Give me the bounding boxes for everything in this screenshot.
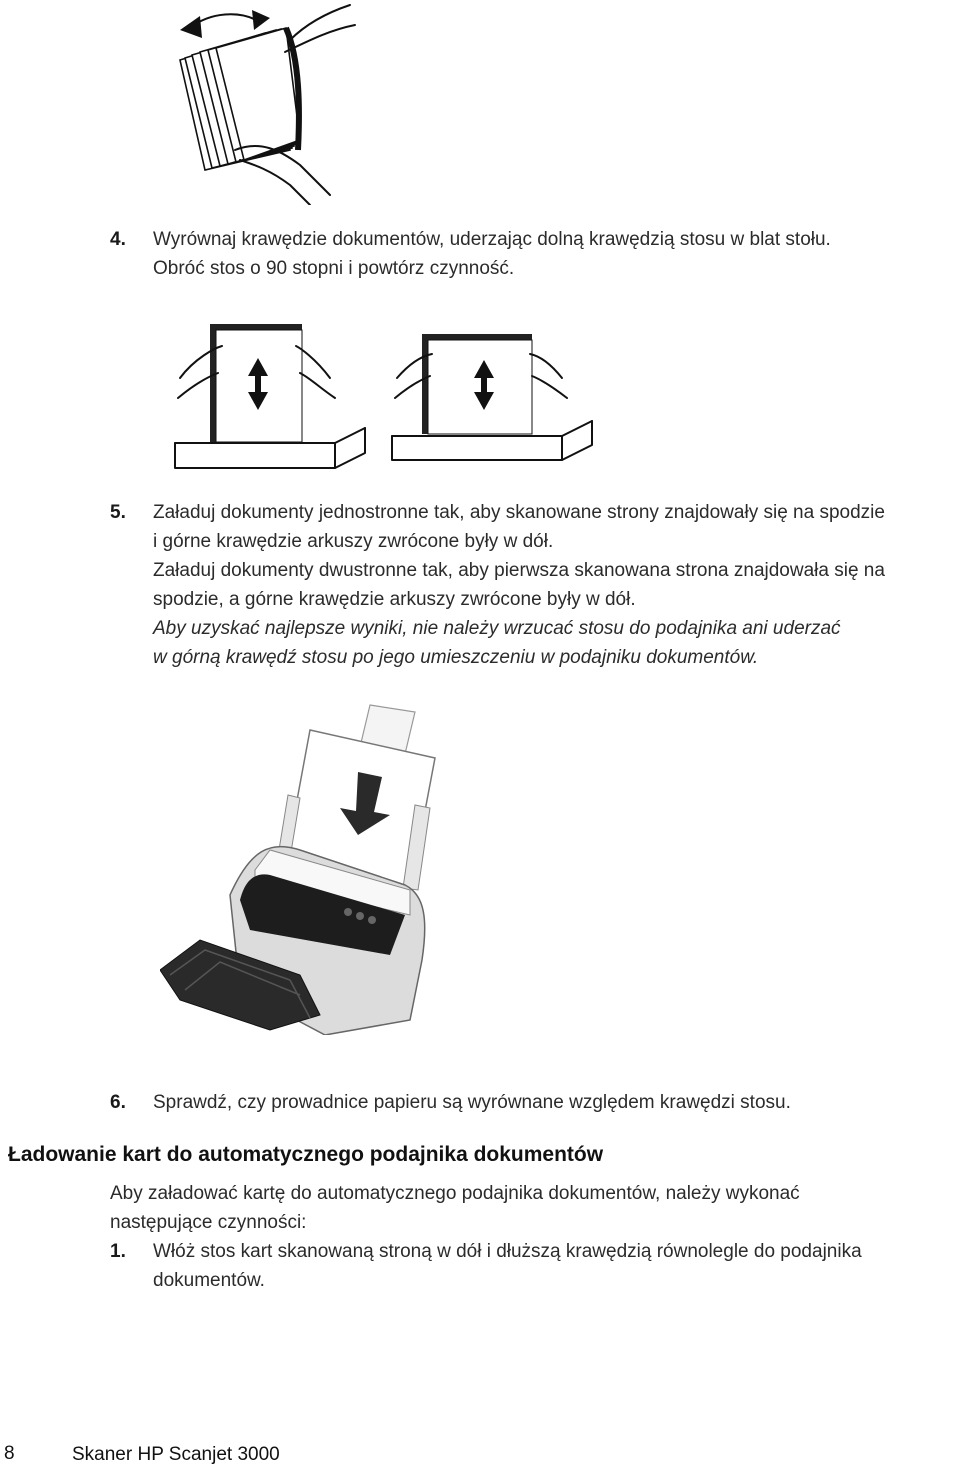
section-heading: Ładowanie kart do automatycznego podajnika dokumentów — [8, 1143, 604, 1166]
step-5-line-2: i górne krawędzie arkuszy zwrócone były w dół. — [153, 531, 554, 552]
footer-product-name: Skaner HP Scanjet 3000 — [72, 1444, 280, 1465]
scanner-loading-illustration — [160, 700, 450, 1035]
section-intro-line-1: Aby załadować kartę do automatycznego podajnika dokumentów, należy wykonać — [110, 1183, 800, 1204]
step-6-number: 6. — [110, 1092, 126, 1113]
step-5-line-4: spodzie, a górne krawędzie arkuszy zwrócone były w dół. — [153, 589, 636, 610]
step-5-line-1: Załaduj dokumenty jednostronne tak, aby skanowane strony znajdowały się na spodzie — [153, 502, 885, 523]
stack-left — [175, 324, 365, 468]
section-intro-line-2: następujące czynności: — [110, 1212, 307, 1233]
page-number: 8 — [4, 1443, 15, 1464]
stack-right — [392, 334, 592, 460]
fanning-pages-illustration — [160, 0, 360, 205]
step-5-note-2: w górną krawędź stosu po jego umieszczeniu w podajniku dokumentów. — [153, 647, 759, 668]
step-4-line-2: Obróć stos o 90 stopni i powtórz czynność. — [153, 258, 515, 279]
section-step-1-line-1: Włóż stos kart skanowaną stroną w dół i dłuższą krawędzią równolegle do podajnika — [153, 1241, 862, 1262]
step-6-text: Sprawdź, czy prowadnice papieru są wyrównane względem krawędzi stosu. — [153, 1092, 791, 1113]
step-5-note-1: Aby uzyskać najlepsze wyniki, nie należy wrzucać stosu do podajnika ani uderzać — [153, 618, 841, 639]
step-4-number: 4. — [110, 229, 126, 250]
step-5-line-3: Załaduj dokumenty dwustronne tak, aby pierwsza skanowana strona znajdowała się na — [153, 560, 885, 581]
section-step-1-number: 1. — [110, 1241, 126, 1262]
section-step-1-line-2: dokumentów. — [153, 1270, 265, 1291]
tapping-stack-illustration — [170, 318, 605, 476]
step-4-line-1: Wyrównaj krawędzie dokumentów, uderzając dolną krawędzią stosu w blat stołu. — [153, 229, 831, 250]
step-5-number: 5. — [110, 502, 126, 523]
